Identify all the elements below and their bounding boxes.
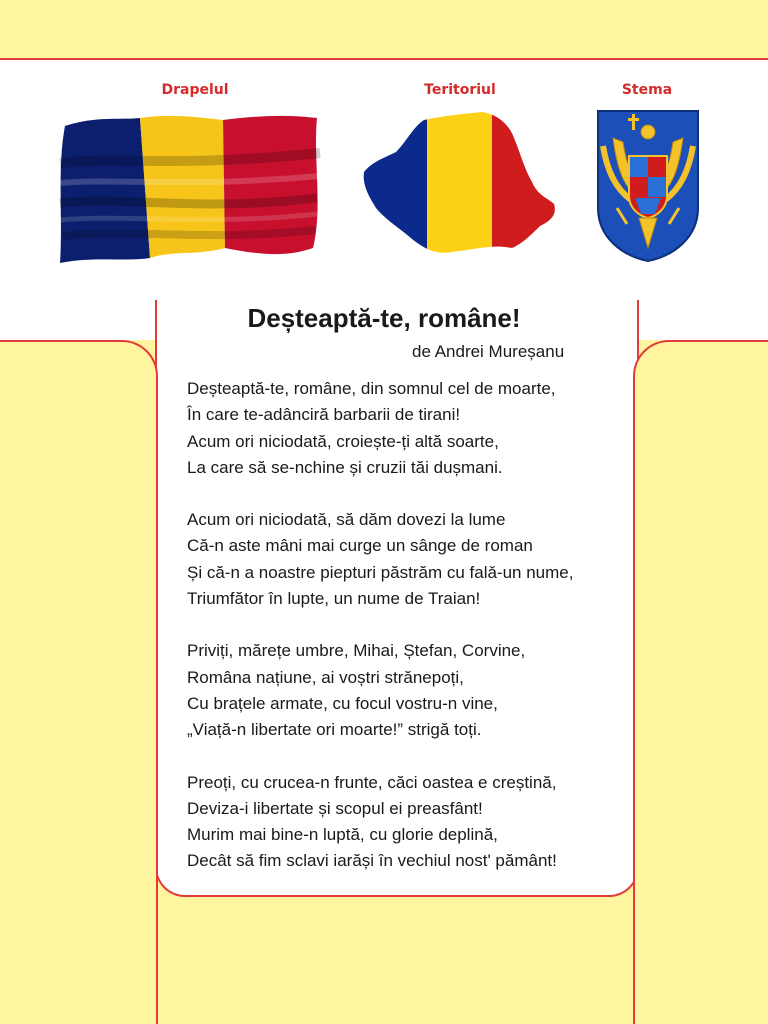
poem-line: Deșteaptă-te, române, din somnul cel de moarte,: [187, 379, 556, 398]
poem-line: Murim mai bine-n luptă, cu glorie deplină,: [187, 825, 498, 845]
top-band: [0, 0, 768, 60]
poem-author: de Andrei Mureșanu: [412, 342, 565, 361]
left-side-panel: [0, 340, 158, 1024]
poem-body: [187, 376, 627, 901]
poem-stanza: [187, 376, 627, 481]
poem-line: Acum ori niciodată, croiește-ți altă soarte,: [187, 431, 499, 451]
poem-line: Decât să fim sclavi iarăși în vechiul nost' pământ!: [187, 851, 557, 871]
poem-line: Acum ori niciodată, să dăm dovezi la lume: [187, 510, 506, 530]
right-side-panel: [633, 340, 768, 1024]
poem-title: Deșteaptă-te, române!: [247, 303, 521, 333]
poem-line: Româna națiune, ai voștri strănepoți,: [187, 667, 464, 687]
poem-line: Deviza-i libertate și scopul ei preasfânt!: [187, 798, 483, 818]
coat-of-arms-label: Stema: [621, 82, 673, 98]
flag-label: Drapelul: [161, 82, 229, 98]
poem-stanza: [187, 638, 627, 743]
romanian-flag-image: [55, 108, 325, 266]
coat-of-arms-image: [595, 108, 701, 263]
poem-stanza: [187, 507, 627, 612]
territory-label: Teritoriul: [424, 82, 496, 98]
poem-line: Cu brațele armate, cu focul vostru-n vine,: [187, 693, 498, 713]
poem-line: Și că-n a noastre piepturi păstrăm cu falǎ-un nume,: [187, 562, 574, 582]
poem-line: Preoți, cu crucea-n frunte, căci oastea e creștină,: [187, 772, 557, 792]
poem-line: Priviți, mărețe umbre, Mihai, Ștefan, Corvine,: [187, 641, 526, 661]
poem-line: Că-n aste mâni mai curge un sânge de roman: [187, 536, 533, 556]
poem-line: „Viață-n libertate ori moarte!” strigă toți.: [187, 720, 482, 740]
poem-line: Triumfător în lupte, un nume de Traian!: [187, 589, 481, 609]
poem-line: La care să se-nchine și cruzii tăi dușmani.: [187, 457, 503, 477]
poem-line: În care te-adânciră barbarii de tirani!: [187, 405, 461, 425]
romania-map-image: [362, 112, 558, 258]
poem-stanza: [187, 770, 627, 875]
